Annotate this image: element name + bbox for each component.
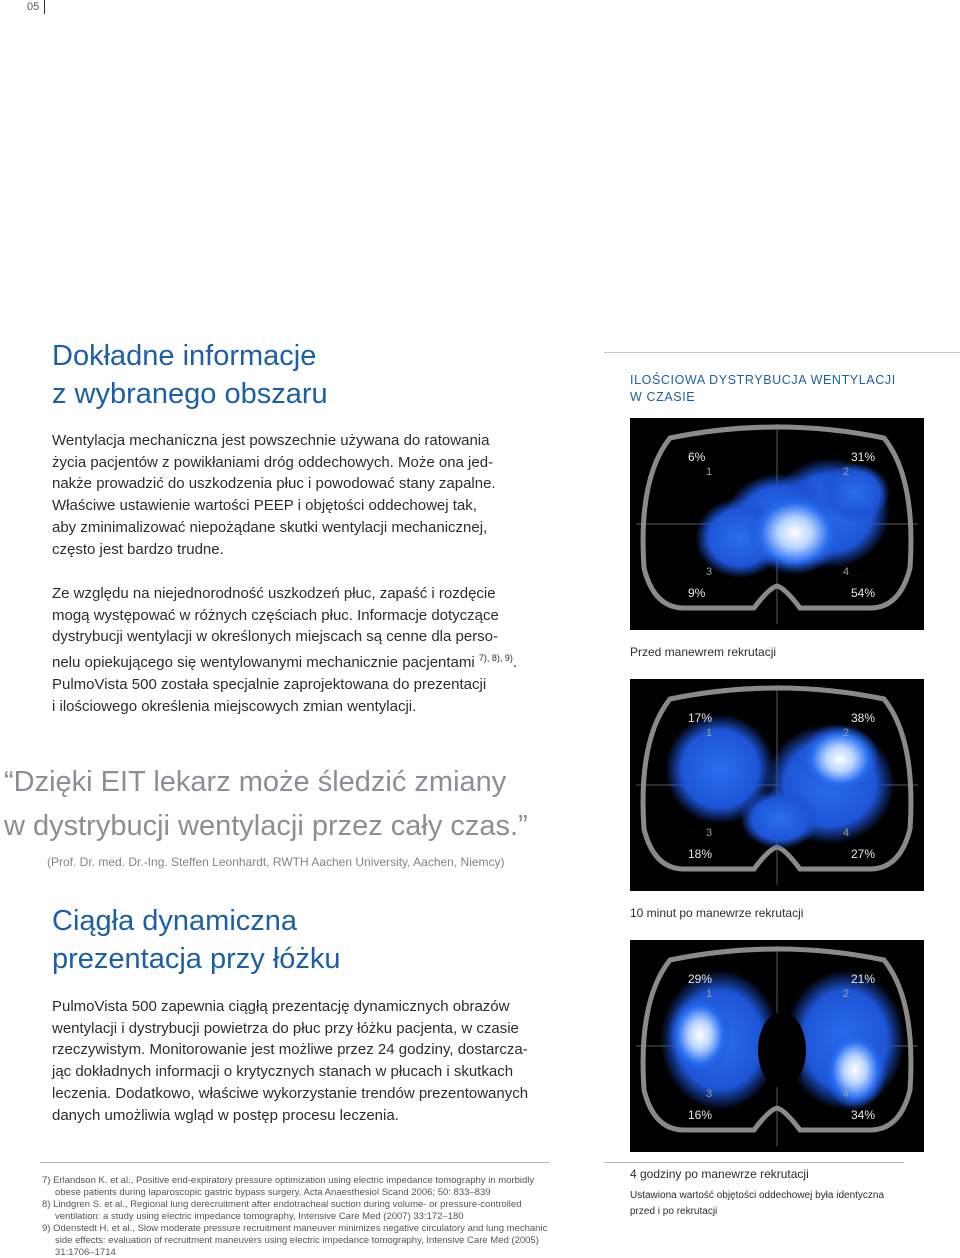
text-line: mogą występować w różnych częściach płuc. Informacje dotyczące (52, 606, 499, 624)
ventilation-paragraph (52, 583, 552, 717)
quadrant-2-percent: 38% (851, 711, 876, 725)
eit-caption-4-hours: 4 godziny po manewrze rekrutacji (630, 1167, 809, 1181)
footnote-line: 31:1706–1714 (55, 1247, 116, 1258)
heading-line: prezentacja przy łóżku (52, 943, 341, 975)
text-line: dystrybucji wentylacji w określonych miejscach są cenne dla perso- (52, 628, 499, 646)
footnote-line: obese patients during laparoscopic gastric bypass surgery, Acta Anaesthesiol Scand 2006; 50: 833–839 (55, 1187, 491, 1198)
section-heading-1 (52, 337, 328, 413)
quadrant-1-percent: 17% (688, 711, 713, 725)
quadrant-1-percent: 6% (688, 450, 706, 464)
text-line: często jest bardzo trudne. (52, 540, 224, 558)
quadrant-2-label: 2 (843, 466, 850, 478)
text-line: życia pacjentów z powikłaniami dróg oddechowych. Może ona jed- (52, 453, 494, 471)
footnote-line: ventilation: a study using electric impedance tomography, Intensive Care Med (2007) 33:172–180 (55, 1211, 464, 1222)
footnote-rule (40, 1162, 550, 1163)
note-line: Ustawiona wartość objętości oddechowej była identyczna (630, 1190, 885, 1201)
reference-superscript: 7), 8), 9) (478, 653, 513, 664)
quadrant-2-percent: 31% (851, 450, 876, 464)
eit-image-before-recruitment (630, 418, 924, 630)
text-line: i ilościowego określenia miejscowych zmian wentylacji. (52, 697, 417, 715)
footnote-line: side effects: evaluation of recruitment maneuvers using electric impedance tomography, Intensive Care Med (2005) (55, 1235, 539, 1246)
quote-text: w dystrybucji wentylacji przez cały czas. (4, 810, 519, 842)
quadrant-2-label: 2 (843, 988, 850, 1000)
quadrant-1-label: 1 (706, 988, 713, 1000)
text-line: leczenia. Dodatkowo, właściwe wykorzystanie trendów prezentowanych (52, 1084, 529, 1102)
quote-text: Dzięki EIT lekarz może śledzić zmiany (13, 766, 507, 798)
footnote-8 (42, 1199, 562, 1223)
eit-caption-before: Przed manewrem rekrutacji (630, 645, 777, 659)
heading-line: Dokładne informacje (52, 340, 317, 372)
quadrant-3-percent: 18% (688, 847, 713, 861)
quadrant-2-percent: 21% (851, 972, 876, 986)
text-line: danych umożliwia wgląd w postęp procesu leczenia. (52, 1106, 399, 1124)
panel-bottom-rule (604, 1162, 904, 1163)
text-line-content: nelu opiekującego się wentylowanymi mechanicznie pacjentami (52, 654, 475, 672)
quote-open-mark: “ (4, 766, 14, 798)
footnote-7 (42, 1175, 562, 1199)
page-number: 05 (27, 1, 40, 13)
quote-source: (Prof. Dr. med. Dr.-Ing. Steffen Leonhardt, RWTH Aachen University, Aachen, Niemcy) (47, 855, 505, 869)
heading-line: z wybranego obszaru (52, 378, 328, 410)
quadrant-1-label: 1 (706, 466, 713, 478)
panel-note (630, 1188, 884, 1220)
text-line: nakże prowadzić do uszkodzenia płuc i powodować stany zapalne. (52, 475, 496, 493)
quadrant-4-label: 4 (843, 827, 850, 839)
eit-image-4-hours-after (630, 940, 924, 1152)
quote-line (4, 804, 528, 848)
text-line: rzeczywistym. Monitorowanie jest możliwe przez 24 godziny, dostarcza- (52, 1041, 528, 1059)
intro-paragraph (52, 430, 552, 560)
quadrant-3-label: 3 (706, 827, 713, 839)
quadrant-3-percent: 16% (688, 1108, 713, 1122)
page-number-rule (44, 0, 45, 14)
panel-divider (604, 352, 960, 353)
footnote-line: 7) Erlandson K. et al., Positive end-expiratory pressure optimization using electric impedance tomography in morbidly (42, 1175, 535, 1186)
quadrant-4-label: 4 (843, 566, 850, 578)
text-line: jąc dokładnych informacji o krytycznych stanach w płucach i skutkach (52, 1063, 514, 1081)
sentence-end: . (512, 654, 518, 672)
text-line (52, 648, 552, 674)
quadrant-1-percent: 29% (688, 972, 713, 986)
eit-scan-graphic (630, 418, 924, 630)
quadrant-1-label: 1 (706, 727, 713, 739)
footnotes (42, 1175, 562, 1258)
eit-scan-graphic (630, 679, 924, 891)
footnote-line: 9) Odenstedt H. et al., Slow moderate pressure recruitment maneuver minimizes negative circulatory and lung mechanic (42, 1223, 548, 1234)
section-heading-2 (52, 902, 341, 978)
panel-title-line: W CZASIE (630, 390, 696, 404)
quadrant-3-label: 3 (706, 566, 713, 578)
quadrant-2-label: 2 (843, 727, 850, 739)
footnote-9 (42, 1223, 562, 1258)
quadrant-4-percent: 34% (851, 1108, 876, 1122)
quadrant-4-percent: 54% (851, 586, 876, 600)
eit-image-10-min-after (630, 679, 924, 891)
quadrant-3-percent: 9% (688, 586, 706, 600)
quadrant-4-label: 4 (843, 1088, 850, 1100)
eit-scan-graphic (630, 940, 924, 1152)
heading-line: Ciągła dynamiczna (52, 905, 298, 937)
quote-line (4, 760, 528, 804)
panel-title (630, 372, 896, 406)
text-line: PulmoVista 500 została specjalnie zaprojektowana do prezentacji (52, 675, 487, 693)
text-line: Wentylacja mechaniczna jest powszechnie używana do ratowania (52, 432, 490, 449)
text-line: wentylacji i dystrybucji powietrza do płuc przy łóżku pacjenta, w czasie (52, 1019, 519, 1037)
quote-close-mark: ” (518, 810, 528, 842)
panel-title-line: ILOŚCIOWA DYSTRYBUCJA WENTYLACJI (630, 373, 896, 387)
note-line: przed i po rekrutacji (630, 1206, 718, 1217)
text-line: Właściwe ustawienie wartości PEEP i objętości oddechowej tak, (52, 497, 477, 515)
pull-quote (4, 760, 528, 848)
quadrant-4-percent: 27% (851, 847, 876, 861)
eit-caption-10-min: 10 minut po manewrze rekrutacji (630, 906, 804, 920)
quadrant-3-label: 3 (706, 1088, 713, 1100)
text-line: aby zminimalizować niepożądane skutki wentylacji mechanicznej, (52, 518, 488, 536)
text-line: Ze względu na niejednorodność uszkodzeń płuc, zapaść i rozdęcie (52, 585, 496, 602)
bedside-paragraph (52, 996, 552, 1126)
footnote-line: 8) Lindgren S. et al., Regional lung derecruitment after endotracheal suction during volume- or pressure-controlled (42, 1199, 522, 1210)
text-line: PulmoVista 500 zapewnia ciągłą prezentację dynamicznych obrazów (52, 998, 510, 1015)
